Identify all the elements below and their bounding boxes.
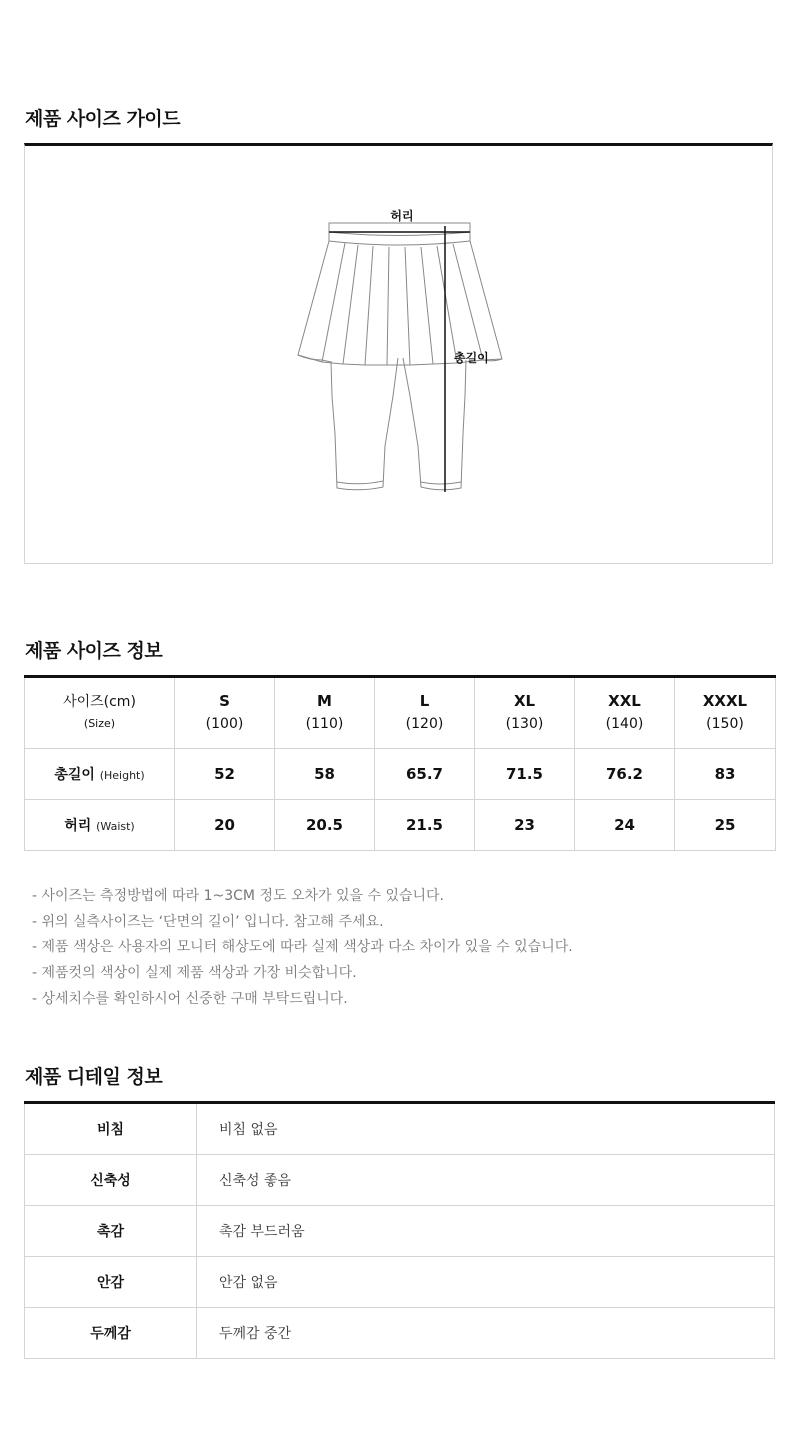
size-guide-figure	[24, 143, 773, 564]
table-cell: 21.5	[375, 800, 475, 851]
size-table	[24, 675, 776, 851]
table-cell: 65.7	[375, 749, 475, 800]
table-row	[25, 1206, 775, 1257]
size-col-xl: XL (130)	[475, 677, 575, 749]
waist-measure-label: 허리	[390, 209, 414, 223]
table-cell: 76.2	[575, 749, 675, 800]
detail-key: 신축성	[25, 1155, 197, 1206]
skirt-leggings-illustration	[25, 146, 774, 567]
table-cell: 20	[175, 800, 275, 851]
size-col-m: M (110)	[275, 677, 375, 749]
size-info-title: 제품 사이즈 정보	[25, 640, 163, 662]
table-cell: 71.5	[475, 749, 575, 800]
size-col-xxxl: XXXL (150)	[675, 677, 776, 749]
size-col-xxl: XXL (140)	[575, 677, 675, 749]
detail-value: 촉감 부드러움	[197, 1206, 775, 1257]
table-row	[25, 1308, 775, 1359]
table-row-length	[25, 749, 776, 800]
table-row-waist	[25, 800, 776, 851]
detail-value: 두께감 중간	[197, 1308, 775, 1359]
table-cell: 83	[675, 749, 776, 800]
size-col-l: L (120)	[375, 677, 475, 749]
table-cell: 23	[475, 800, 575, 851]
detail-key: 비침	[25, 1103, 197, 1155]
size-table-header	[25, 677, 776, 749]
note-item: - 제품컷의 색상이 실제 제품 색상과 가장 비슷합니다.	[32, 965, 357, 982]
size-col-s: S (100)	[175, 677, 275, 749]
note-item: - 위의 실측사이즈는 ‘단면의 길이’ 입니다. 참고해 주세요.	[32, 913, 384, 930]
table-cell: 58	[275, 749, 375, 800]
table-cell: 25	[675, 800, 776, 851]
detail-value: 신축성 좋음	[197, 1155, 775, 1206]
row-label: 허리 (Waist)	[25, 800, 175, 851]
table-row	[25, 1155, 775, 1206]
row-label: 총길이 (Height)	[25, 749, 175, 800]
size-notes	[32, 884, 573, 1013]
table-row	[25, 1257, 775, 1308]
detail-value: 안감 없음	[197, 1257, 775, 1308]
table-cell: 52	[175, 749, 275, 800]
note-item: - 사이즈는 측정방법에 따라 1~3CM 정도 오차가 있을 수 있습니다.	[32, 888, 445, 904]
detail-table	[24, 1101, 775, 1359]
length-measure-label: 총길이	[454, 351, 489, 365]
note-item: - 상세치수를 확인하시어 신중한 구매 부탁드립니다.	[32, 990, 348, 1007]
note-item: - 제품 색상은 사용자의 모니터 해상도에 따라 실제 색상과 다소 차이가 있을 수 있습니다.	[32, 939, 573, 956]
detail-key: 두께감	[25, 1308, 197, 1359]
size-guide-title: 제품 사이즈 가이드	[25, 108, 181, 130]
table-cell: 20.5	[275, 800, 375, 851]
table-cell: 24	[575, 800, 675, 851]
detail-value: 비침 없음	[197, 1103, 775, 1155]
detail-key: 안감	[25, 1257, 197, 1308]
detail-info-title: 제품 디테일 정보	[25, 1066, 163, 1088]
size-header-cell: 사이즈(cm) (Size)	[25, 677, 175, 749]
table-row	[25, 1103, 775, 1155]
detail-key: 촉감	[25, 1206, 197, 1257]
